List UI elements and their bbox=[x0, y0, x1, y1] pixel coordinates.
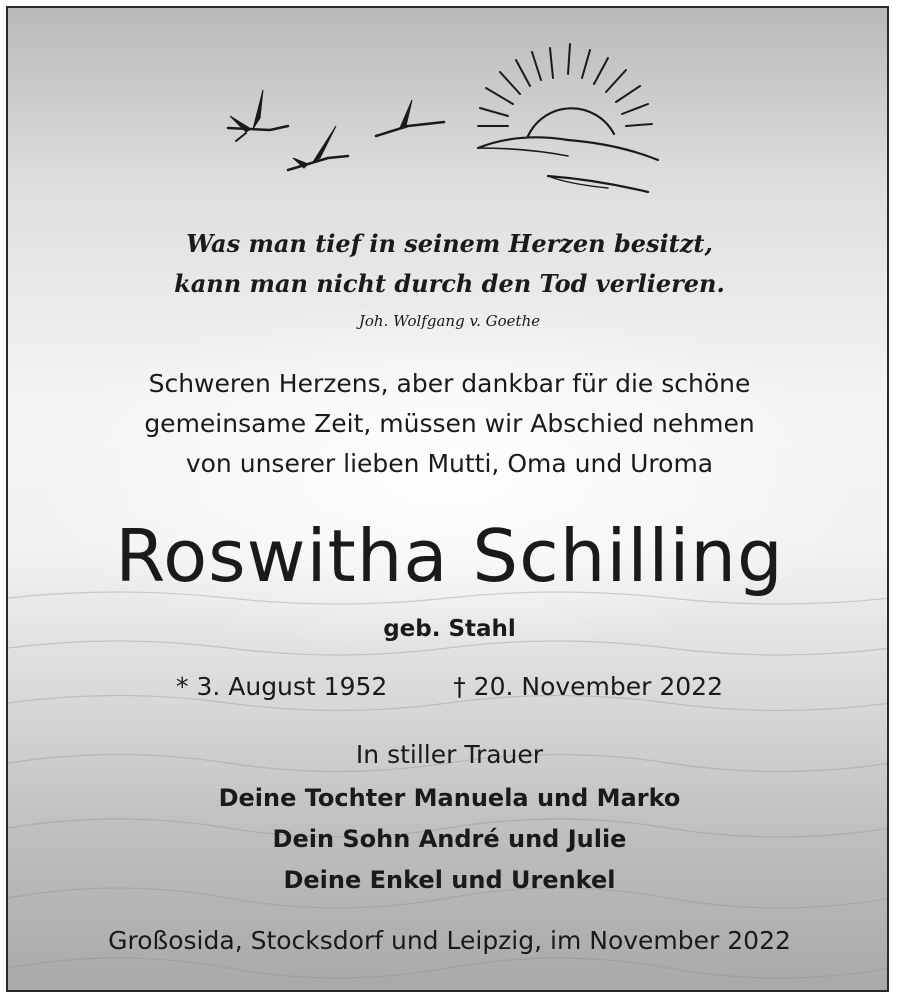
mourner-line: Deine Tochter Manuela und Marko bbox=[218, 784, 681, 812]
mourner-line: Deine Enkel und Urenkel bbox=[283, 866, 616, 894]
deceased-name: Roswitha Schilling bbox=[115, 514, 784, 598]
mourner-line: Dein Sohn André und Julie bbox=[272, 825, 627, 853]
rising-sun-icon bbox=[478, 44, 658, 192]
maiden-name: geb. Stahl bbox=[383, 616, 516, 642]
birth-date: * 3. August 1952 bbox=[176, 672, 388, 701]
quote-line-2: kann man nicht durch den Tod verlieren. bbox=[174, 269, 725, 298]
flying-birds-icon bbox=[228, 90, 444, 170]
place-and-date: Großosida, Stocksdorf und Leipzig, im November 2022 bbox=[108, 926, 791, 955]
death-date: † 20. November 2022 bbox=[453, 672, 723, 701]
header-illustration bbox=[8, 8, 889, 208]
intro-line-1: Schweren Herzens, aber dankbar für die schöne bbox=[148, 369, 751, 398]
mourning-heading: In stiller Trauer bbox=[355, 740, 544, 769]
intro-line-2: gemeinsame Zeit, müssen wir Abschied nehmen bbox=[144, 409, 755, 438]
quote-author: Joh. Wolfgang v. Goethe bbox=[358, 312, 541, 330]
life-dates bbox=[8, 672, 889, 701]
quote-line-1: Was man tief in seinem Herzen besitzt, bbox=[186, 229, 713, 258]
intro-line-3: von unserer lieben Mutti, Oma und Uroma bbox=[185, 449, 714, 478]
obituary-notice bbox=[6, 6, 889, 992]
